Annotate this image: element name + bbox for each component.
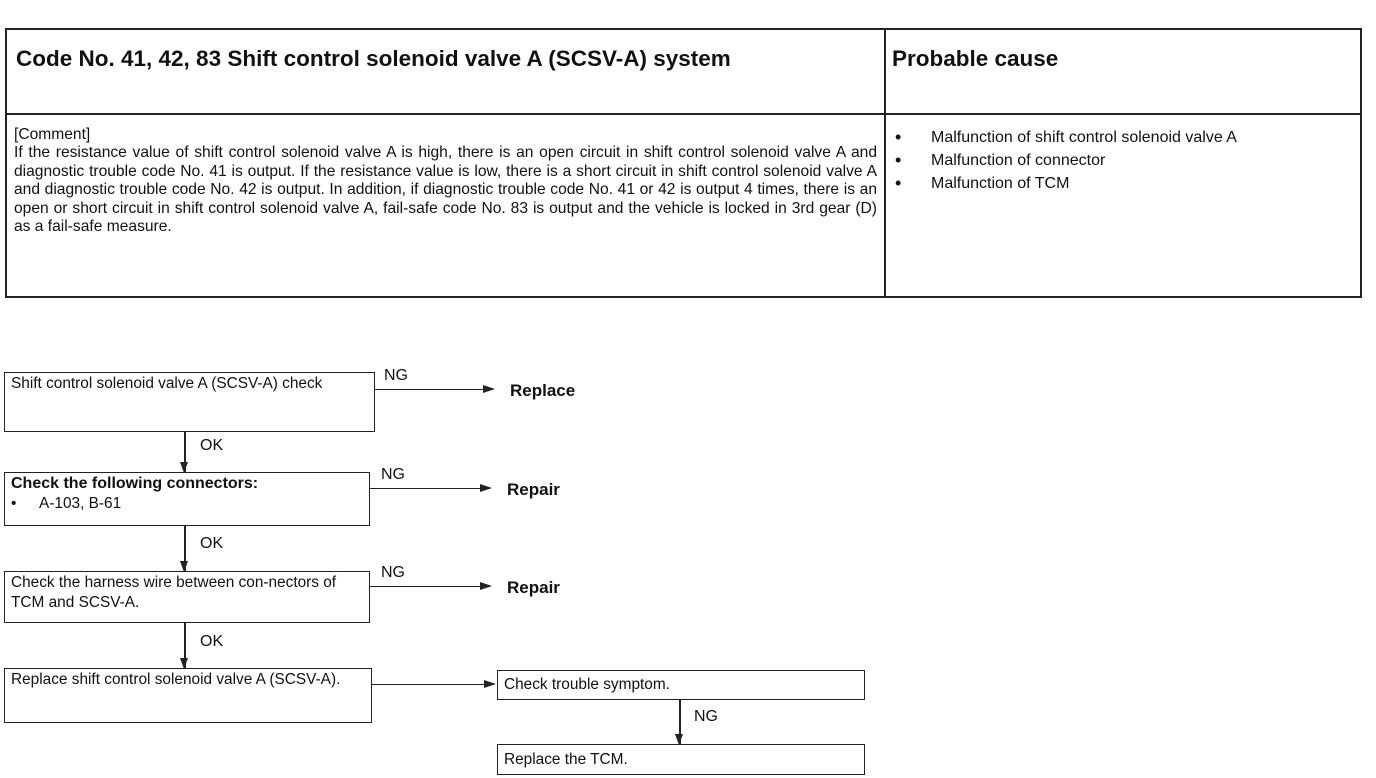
ok-label-2: OK	[200, 535, 224, 552]
ng-label-1: NG	[384, 367, 408, 384]
step-check-symptom	[497, 670, 865, 700]
ng-arrow-1	[375, 389, 493, 390]
cause-list	[895, 126, 1355, 195]
ng-arrow-2	[370, 488, 490, 489]
ng-arrow-3	[370, 586, 490, 587]
step-scsv-check-text: Shift control solenoid valve A (SCSV-A) check	[11, 375, 323, 392]
ok-arrow-1	[184, 432, 186, 472]
connectors-item: • A-103, B-61	[11, 494, 365, 514]
ok-arrow-3	[184, 623, 186, 668]
replace-tcm-text: Replace the TCM.	[504, 751, 628, 768]
code-title: Code No. 41, 42, 83 Shift control solenoid valve A (SCSV-A) system	[16, 46, 731, 71]
arrow-to-symptom	[372, 684, 494, 685]
column-divider	[884, 30, 886, 296]
step-check-harness	[4, 571, 370, 623]
result-repair-2: Repair	[507, 578, 560, 597]
probable-cause-header: Probable cause	[892, 46, 1059, 71]
result-replace: Replace	[510, 381, 576, 400]
result-repair-1: Repair	[507, 480, 560, 499]
cause-item: • Malfunction of shift control solenoid valve A	[895, 126, 1355, 149]
comment-label: [Comment]	[14, 126, 91, 143]
step-replace-scsv	[4, 668, 372, 723]
cause-item: • Malfunction of connector	[895, 149, 1355, 172]
step-scsv-check	[4, 372, 375, 432]
ok-arrow-2	[184, 526, 186, 571]
ng-label-4: NG	[694, 708, 718, 725]
connectors-title: Check the following connectors:	[11, 475, 259, 492]
step-replace-tcm	[497, 744, 865, 775]
diagnosis-table	[5, 28, 1362, 298]
comment-block	[14, 126, 877, 236]
step-check-connectors	[4, 472, 370, 526]
check-harness-text: Check the harness wire between con-nectors of TCM and SCSV-A.	[11, 574, 337, 611]
row-divider	[7, 113, 1360, 115]
ng-label-3: NG	[381, 564, 405, 581]
ok-label-1: OK	[200, 437, 224, 454]
ng-label-2: NG	[381, 466, 405, 483]
check-symptom-text: Check trouble symptom.	[504, 676, 670, 693]
cause-item: • Malfunction of TCM	[895, 172, 1355, 195]
ok-label-3: OK	[200, 633, 224, 650]
comment-text: If the resistance value of shift control solenoid valve A is high, there is an open circuit in shift control solenoid valve A and diagnostic trouble code No. 41 is output. If the resistance value is low, there is a short circuit in shift control solenoid valve A and diagnostic trouble code No. 42 is output. In addition, if diagnostic trouble code No. 41 or 42 is output 4 times, there is an open or short circuit in shift control solenoid valve A, fail-safe code No. 83 is output and the vehicle is locked in 3rd gear (D) as a fail-safe measure.	[14, 144, 877, 236]
replace-scsv-text: Replace shift control solenoid valve A (SCSV-A).	[11, 671, 341, 688]
ng-arrow-4	[679, 700, 681, 744]
